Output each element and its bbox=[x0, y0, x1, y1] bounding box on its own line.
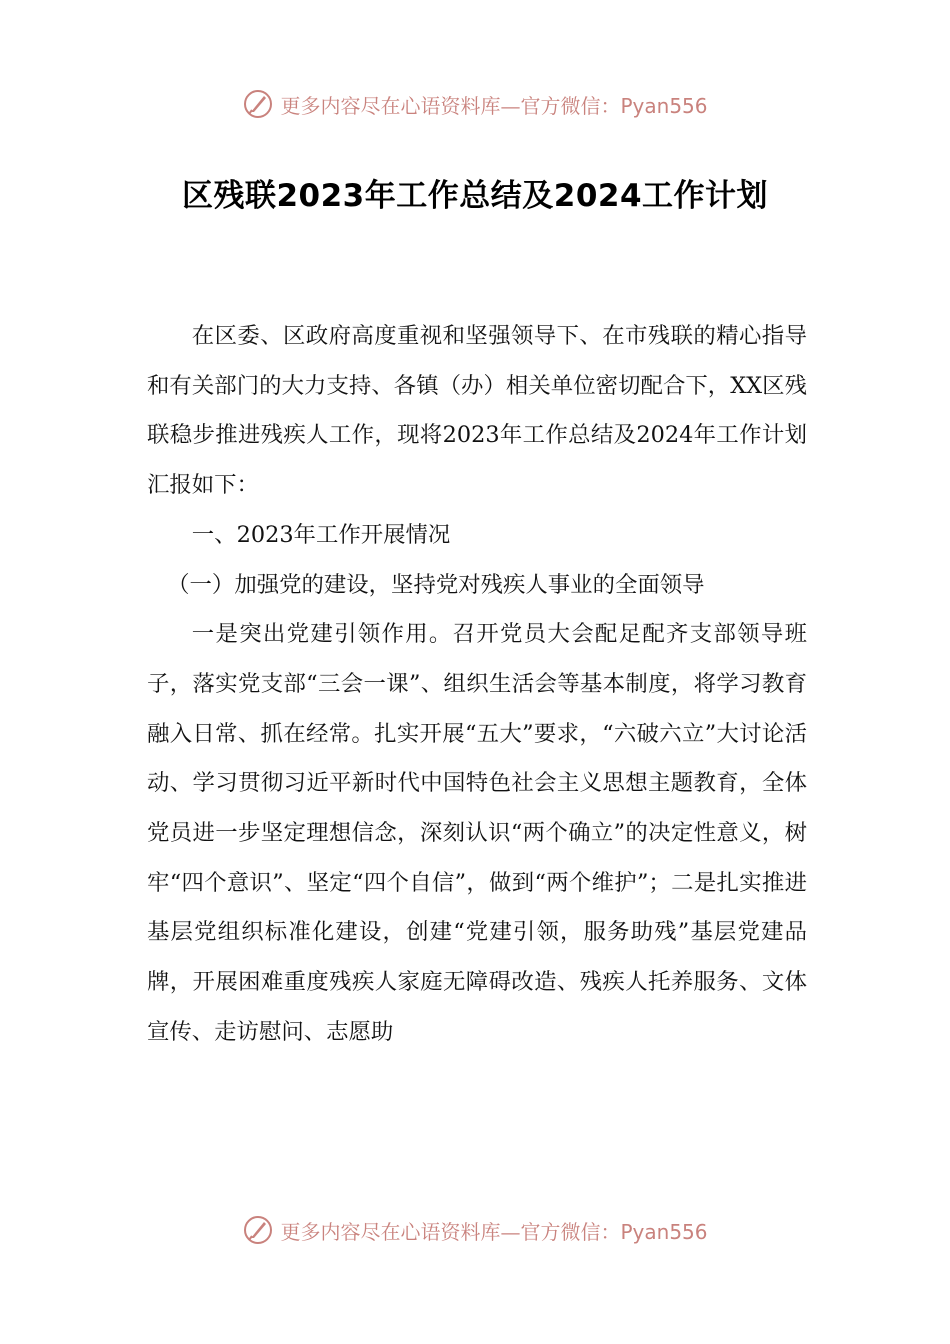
section-heading: 一、2023年工作开展情况 bbox=[191, 521, 451, 548]
document-title: 区残联2023年工作总结及2024工作计划 bbox=[181, 178, 769, 214]
watermark-wechat-id: Pyan556 bbox=[620, 1219, 708, 1244]
quill-logo-icon bbox=[242, 1214, 274, 1246]
document-body bbox=[147, 312, 807, 1058]
watermark-text: 更多内容尽在心语资料库—官方微信：Pyan556 bbox=[280, 1219, 708, 1244]
watermark-text: 更多内容尽在心语资料库—官方微信：Pyan556 bbox=[280, 93, 708, 118]
intro-paragraph: 在区委、区政府高度重视和坚强领导下、在市残联的精心指导和有关部门的大力支持、各镇（办）相关单位密切配合下，XX区残联稳步推进残疾人工作，现将2023年工作总结及2024年工作计划汇报如下： bbox=[147, 323, 807, 499]
quill-logo-icon bbox=[242, 88, 274, 120]
footer-watermark bbox=[0, 1210, 950, 1250]
body-paragraph: 一是突出党建引领作用。召开党员大会配足配齐支部领导班子，落实党支部“三会一课”、组织生活会等基本制度，将学习教育融入日常、抓在经常。扎实开展“五大”要求，“六破六立”大讨论活动、学习贯彻习近平新时代中国特色社会主义思想主题教育，全体党员进一步坚定理想信念，深刻认识“两个确立”的决定性意义，树牢“四个意识”、坚定“四个自信”，做到“两个维护”；二是扎实推进基层党组织标准化建设，创建“党建引领，服务助残”基层党建品牌，开展困难重度残疾人家庭无障碍改造、残疾人托养服务、文体宣传、走访慰问、志愿助 bbox=[147, 621, 807, 1045]
header-watermark bbox=[0, 84, 950, 124]
subsection-heading: （一）加强党的建设，坚持党对残疾人事业的全面领导 bbox=[167, 571, 705, 598]
watermark-wechat-id: Pyan556 bbox=[620, 93, 708, 118]
